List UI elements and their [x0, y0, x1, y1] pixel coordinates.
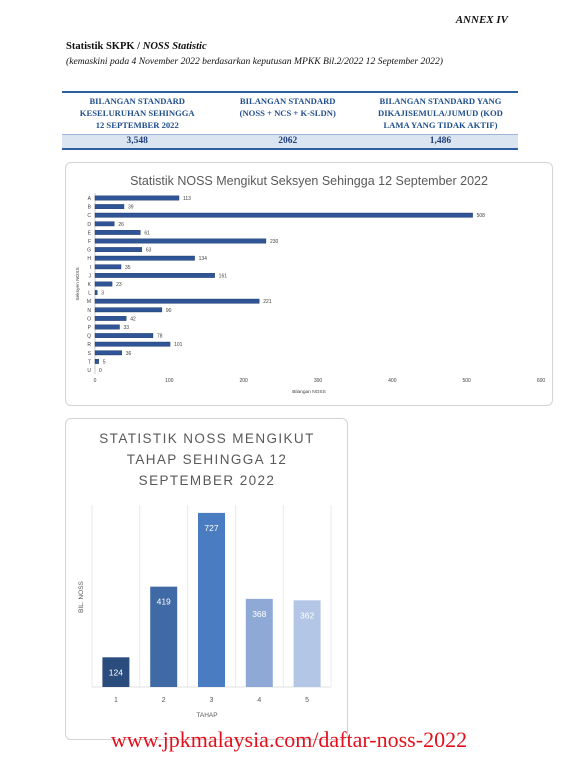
data-label: 36	[125, 350, 132, 357]
x-tick-label: 3	[209, 697, 214, 704]
bar	[95, 351, 122, 355]
bar	[95, 342, 170, 346]
y-tick-label: E	[87, 230, 91, 237]
y-tick-label: O	[87, 316, 91, 323]
chart-title: Statistik NOSS Mengikut Seksyen Sehingga 12 September 2022	[130, 174, 488, 188]
chart-title-line: STATISTIK NOSS MENGIKUT	[99, 431, 315, 446]
x-axis-title: Bilangan NOSS	[292, 390, 326, 395]
bar	[95, 308, 162, 312]
summary-value-total: 3,548	[62, 135, 212, 150]
data-label: 508	[476, 213, 485, 220]
x-axis-title: TAHAP	[196, 712, 218, 719]
y-tick-label: F	[87, 239, 91, 245]
bar	[95, 196, 179, 200]
bar	[95, 290, 97, 294]
data-label: 33	[123, 325, 130, 331]
bar	[95, 222, 114, 226]
bar	[198, 513, 225, 687]
data-label: 727	[204, 522, 219, 533]
section-bar-chart	[66, 163, 552, 405]
level-bar-chart	[66, 419, 347, 739]
summary-header-line: (NOSS + NCS + K-SLDN)	[239, 108, 336, 118]
data-label: 26	[118, 221, 124, 228]
y-tick-label: T	[87, 359, 91, 366]
page-title	[66, 41, 207, 52]
summary-header-reviewed	[363, 93, 518, 135]
y-tick-label: B	[87, 204, 91, 211]
level-chart-card	[65, 418, 348, 740]
x-tick-label: 300	[313, 378, 323, 384]
y-tick-label: Q	[87, 333, 91, 340]
data-label: 113	[182, 196, 191, 202]
x-tick-label: 4	[257, 697, 262, 704]
data-label: 419	[156, 596, 171, 607]
y-tick-label: I	[89, 264, 91, 271]
data-label: 161	[218, 273, 228, 280]
y-tick-label: J	[88, 273, 91, 280]
data-label: 134	[198, 256, 207, 263]
x-tick-label: 400	[388, 378, 397, 384]
y-tick-label: S	[87, 350, 91, 357]
bar	[95, 230, 140, 234]
y-axis-title: Seksyen NOSS	[76, 267, 81, 301]
summary-header-line: BILANGAN STANDARD YANG	[379, 96, 502, 106]
data-label: 0	[99, 368, 102, 374]
y-tick-label: N	[87, 307, 91, 314]
page-subtitle: (kemaskini pada 4 November 2022 berdasarkan keputusan MPKK Bil.2/2022 12 September 2022)	[66, 56, 443, 67]
y-tick-label: R	[87, 342, 91, 349]
x-tick-label: 600	[536, 378, 546, 384]
y-tick-label: C	[87, 213, 91, 220]
section-chart-card	[65, 162, 553, 406]
bar	[95, 247, 142, 251]
summary-header-line: BILANGAN STANDARD	[89, 96, 186, 106]
y-tick-label: M	[86, 299, 91, 306]
x-tick-label: 1	[113, 697, 118, 704]
y-tick-label: A	[87, 196, 91, 202]
x-tick-label: 0	[93, 378, 97, 384]
bar	[95, 256, 195, 260]
data-label: 23	[116, 282, 122, 288]
summary-header-line: 12 SEPTEMBER 2022	[95, 120, 179, 130]
summary-value-noss: 2062	[212, 135, 362, 150]
data-label: 124	[108, 667, 123, 678]
chart-title-line: TAHAP SEHINGGA 12	[126, 452, 288, 467]
y-tick-label: K	[87, 282, 91, 288]
summary-header-total	[62, 93, 212, 135]
summary-header-noss	[212, 93, 362, 135]
y-tick-label: H	[87, 256, 91, 263]
data-label: 61	[144, 230, 150, 237]
x-tick-label: 5	[305, 697, 310, 704]
bar	[95, 213, 473, 217]
summary-header-line: LAMA YANG TIDAK AKTIF)	[383, 120, 498, 130]
bar	[95, 239, 266, 243]
summary-value-row	[62, 135, 518, 150]
x-tick-label: 2	[161, 697, 166, 704]
y-tick-label: G	[87, 247, 91, 254]
annex-label: ANNEX IV	[455, 14, 508, 26]
bar	[95, 273, 215, 277]
data-label: 35	[125, 264, 131, 271]
bar	[95, 359, 99, 363]
title-italic: NOSS Statistic	[142, 41, 207, 52]
summary-header-line: DIKAJISEMULA/JUMUD (KOD	[378, 108, 503, 118]
summary-header-line: KESELURUHAN SEHINGGA	[79, 108, 195, 118]
title-main: Statistik SKPK /	[66, 41, 143, 52]
x-tick-label: 100	[165, 378, 174, 384]
summary-header-line: BILANGAN STANDARD	[239, 96, 336, 106]
summary-table	[62, 93, 518, 150]
y-tick-label: L	[88, 290, 91, 297]
bar	[95, 316, 126, 320]
data-label: 39	[127, 204, 134, 211]
y-axis-title: BIL. NOSS	[78, 581, 85, 613]
bar	[95, 325, 120, 329]
data-label: 5	[102, 359, 106, 366]
bar	[95, 265, 121, 269]
bar	[95, 204, 124, 208]
x-tick-label: 200	[239, 378, 248, 384]
footer-url: www.jpkmalaysia.com/daftar-noss-2022	[110, 727, 468, 752]
data-label: 90	[165, 307, 172, 314]
data-label: 3	[101, 290, 105, 297]
chart-title-line: SEPTEMBER 2022	[138, 473, 276, 488]
summary-value-reviewed: 1,486	[363, 135, 518, 150]
data-label: 63	[145, 247, 152, 254]
bar	[95, 299, 259, 303]
bar	[95, 333, 153, 337]
data-label: 221	[263, 299, 272, 306]
y-tick-label: P	[87, 325, 91, 331]
summary-header-row	[62, 93, 518, 135]
data-label: 101	[174, 342, 183, 349]
data-label: 78	[156, 333, 163, 340]
data-label: 368	[252, 608, 267, 619]
x-tick-label: 500	[462, 378, 471, 384]
data-label: 42	[130, 316, 136, 323]
y-tick-label: D	[87, 221, 91, 228]
bar	[95, 282, 112, 286]
data-label: 230	[269, 239, 279, 245]
data-label: 362	[300, 610, 315, 621]
y-tick-label: U	[87, 368, 91, 374]
